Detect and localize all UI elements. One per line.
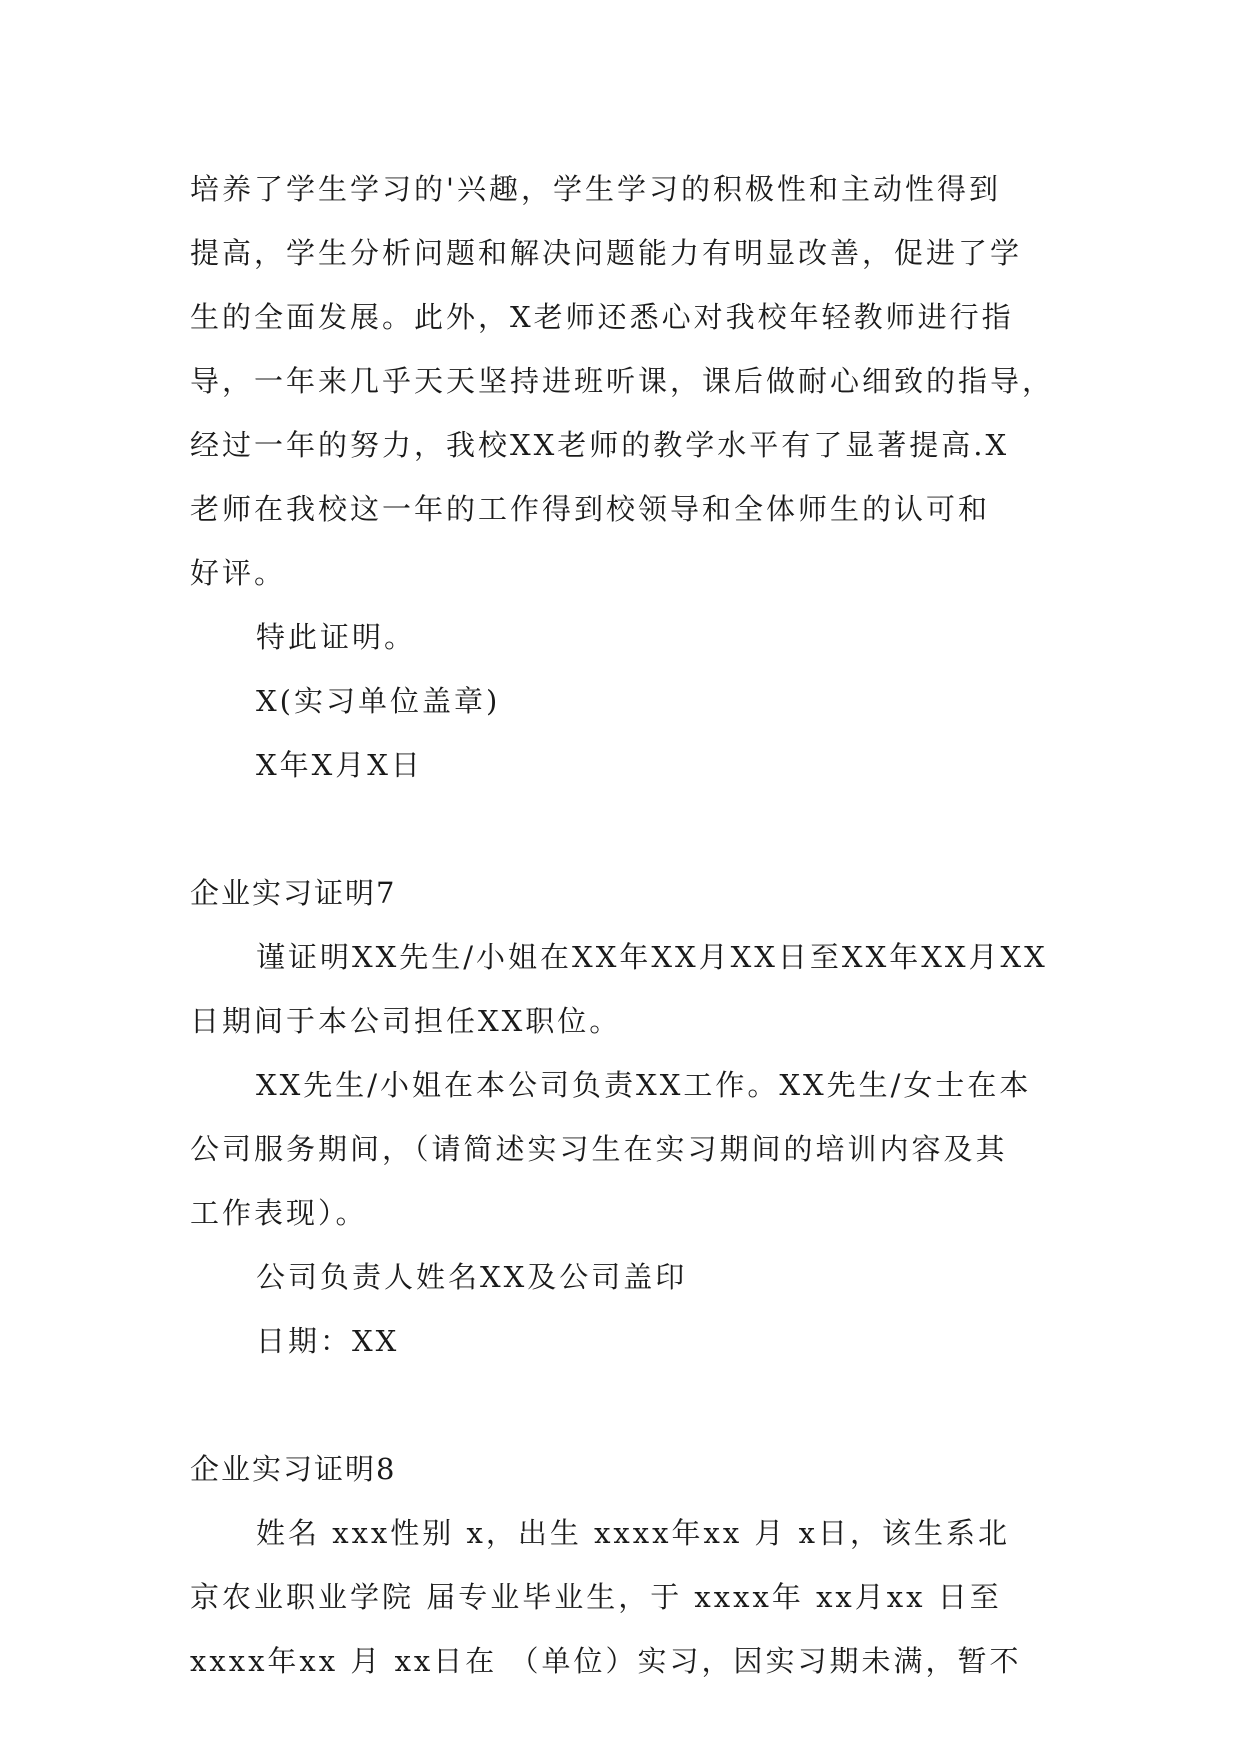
text-line: 京农业职业学院 届专业毕业生，于 xxxx年 xx月xx 日至 <box>190 1580 1002 1614</box>
closing-statement: 特此证明。 <box>256 620 417 654</box>
text-line: 提高，学生分析问题和解决问题能力有明显改善，促进了学 <box>190 236 1023 270</box>
date-line: 日期：XX <box>256 1324 400 1358</box>
date-line: X年X月X日 <box>256 748 423 782</box>
text-line: 老师在我校这一年的工作得到校领导和全体师生的认可和 <box>190 492 991 526</box>
section-title-8: 企业实习证明8 <box>190 1452 397 1486</box>
text-line: 公司服务期间，（请简述实习生在实习期间的培训内容及其 <box>190 1132 1008 1166</box>
signer-line: 公司负责人姓名XX及公司盖印 <box>256 1260 688 1294</box>
text-line: 姓名 xxx性别 x，出生 xxxx年xx 月 x日，该生系北 <box>256 1516 1010 1550</box>
spacer <box>190 1373 1050 1437</box>
text-line: xxxx年xx 月 xx日在 （单位）实习，因实习期未满，暂不 <box>190 1644 1022 1678</box>
text-line: 日期间于本公司担任XX职位。 <box>190 1004 622 1038</box>
text-line: 生的全面发展。此外，X老师还悉心对我校年轻教师进行指 <box>190 300 1014 334</box>
section-title-7: 企业实习证明7 <box>190 876 397 910</box>
text-line: 经过一年的努力，我校XX老师的教学水平有了显著提高.X <box>190 428 1010 462</box>
text-line: 导，一年来几乎天天坚持进班听课，课后做耐心细致的指导， <box>190 364 1055 398</box>
text-line: 谨证明XX先生/小姐在XX年XX月XX日至XX年XX月XX <box>256 940 1048 974</box>
text-line: 工作表现）。 <box>190 1196 368 1230</box>
document-page <box>190 157 1055 1693</box>
text-line: 好评。 <box>190 556 287 590</box>
spacer <box>190 797 1050 861</box>
text-line: XX先生/小姐在本公司负责XX工作。XX先生/女士在本 <box>256 1068 1032 1102</box>
stamp-line: X(实习单位盖章) <box>256 684 501 718</box>
text-line: 培养了学生学习的'兴趣，学生学习的积极性和主动性得到 <box>190 172 1001 206</box>
paragraph-evaluation <box>190 157 1055 605</box>
